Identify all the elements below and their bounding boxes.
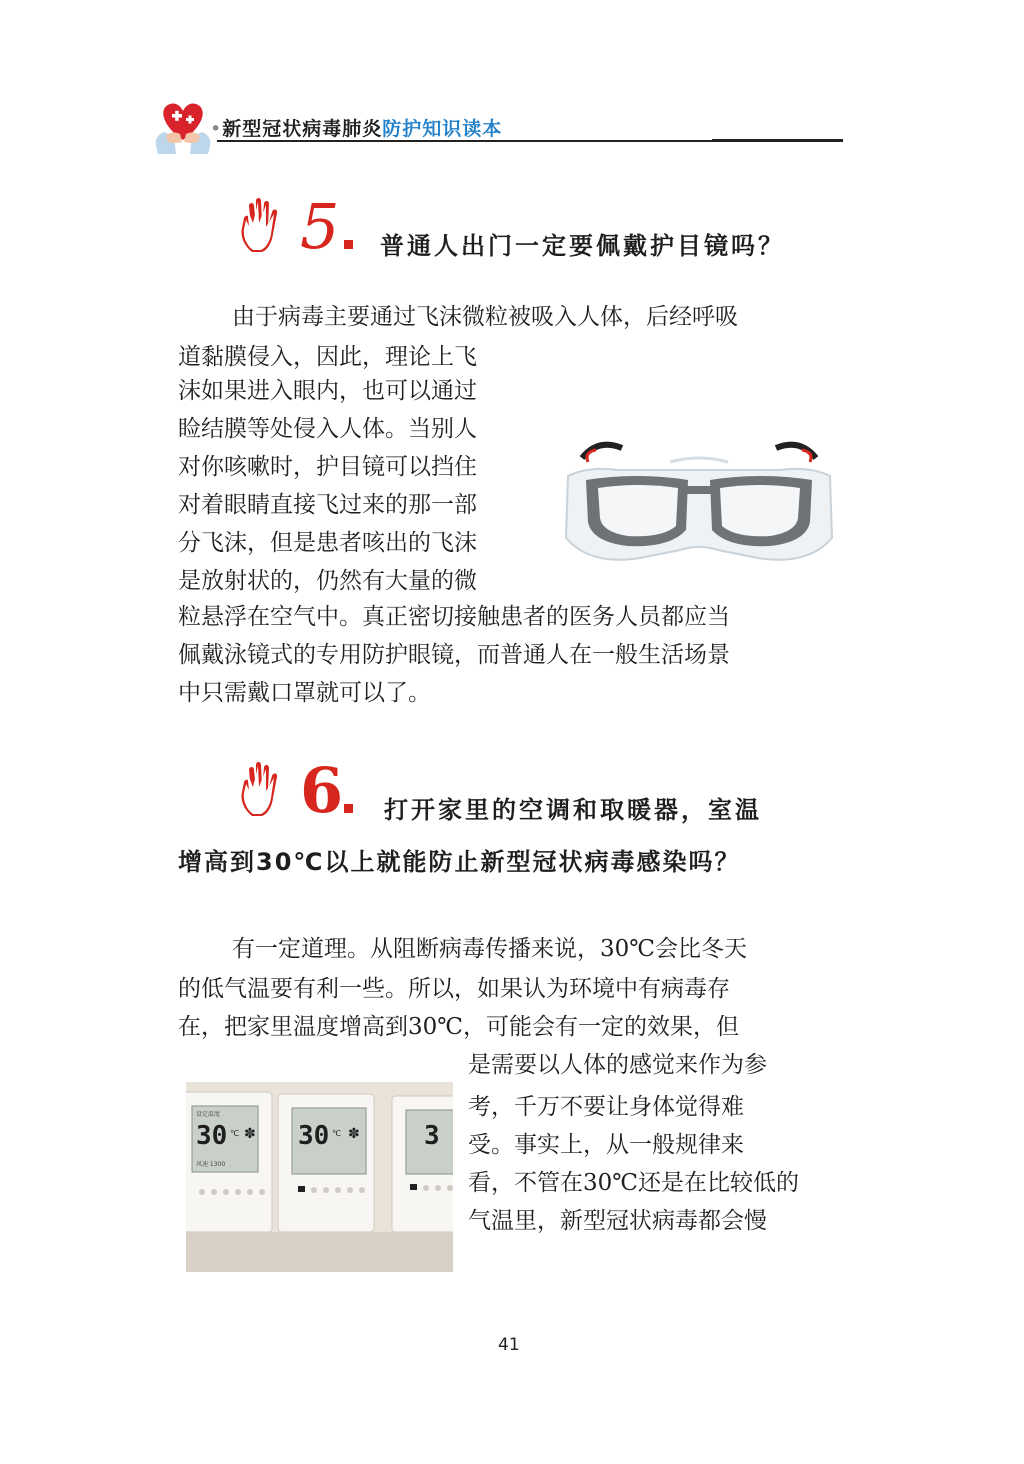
svg-text:3: 3 — [424, 1121, 440, 1151]
section-5-line: 由于病毒主要通过飞沫微粒被吸入人体，后经呼吸 — [232, 304, 738, 330]
section-5-number-dot — [344, 240, 353, 249]
thermostat-photo — [186, 1082, 453, 1272]
section-6-line: 气温里，新型冠状病毒都会慢 — [468, 1208, 767, 1234]
section-6-line: 有一定道理。从阻断病毒传播来说，30℃会比冬天 — [232, 936, 747, 962]
section-6-title-line-2: 增高到30℃以上就能防止新型冠状病毒感染吗？ — [178, 848, 741, 876]
section-5-line: 沫如果进入眼内，也可以通过 — [178, 378, 477, 404]
section-5-line: 分飞沫，但是患者咳出的飞沫 — [178, 530, 477, 556]
section-5-title: 普通人出门一定要佩戴护目镜吗？ — [380, 232, 785, 260]
thermostat-reading: 30 — [196, 1121, 228, 1151]
protective-goggles-image — [558, 418, 840, 570]
section-6-line: 看，不管在30℃还是在比较低的 — [468, 1170, 799, 1196]
header-title-main: 新型冠状病毒肺炎 — [222, 118, 383, 140]
section-6-line: 是需要以人体的感觉来作为参 — [468, 1052, 767, 1078]
section-6-line: 的低气温要有利一些。所以，如果认为环境中有病毒存 — [178, 976, 730, 1002]
header-title: •新型冠状病毒肺炎防护知识读本 — [210, 118, 503, 140]
svg-text:✽: ✽ — [244, 1126, 256, 1142]
section-5-line: 是放射状的，仍然有大量的微 — [178, 568, 477, 594]
section-5-line: 中只需戴口罩就可以了。 — [178, 680, 431, 706]
section-5-line: 对着眼睛直接飞过来的那一部 — [178, 492, 477, 518]
section-6-number: 6 — [300, 754, 344, 827]
hand-icon — [232, 760, 296, 818]
section-5-line: 道黏膜侵入，因此，理论上飞 — [178, 344, 477, 370]
header-title-accent: 防护知识读本 — [382, 118, 503, 140]
section-6-title-line-1: 打开家里的空调和取暖器，室温 — [384, 796, 762, 824]
section-5-line: 对你咳嗽时，护目镜可以挡住 — [178, 454, 477, 480]
thermostat-unit: ℃ — [332, 1129, 341, 1138]
hand-icon — [232, 196, 296, 254]
svg-text:✽: ✽ — [348, 1126, 360, 1142]
thermostat-label-top: 设定温度 — [196, 1111, 221, 1118]
thermostat-unit: ℃ — [230, 1129, 239, 1138]
section-5-line: 粒悬浮在空气中。真正密切接触患者的医务人员都应当 — [178, 604, 730, 630]
section-5-line: 睑结膜等处侵入人体。当别人 — [178, 416, 477, 442]
page-number: 41 — [498, 1335, 520, 1355]
thermostat-label-bottom: 风速 1300 — [196, 1161, 226, 1168]
section-6-number-dot — [344, 804, 353, 813]
section-5-number: 5 — [300, 190, 340, 263]
section-5-line: 佩戴泳镜式的专用防护眼镜，而普通人在一般生活场景 — [178, 642, 730, 668]
section-6-line: 在，把家里温度增高到30℃，可能会有一定的效果，但 — [178, 1014, 739, 1040]
section-6-line: 考，千万不要让身体觉得难 — [468, 1094, 744, 1120]
section-6-line: 受。事实上，从一般规律来 — [468, 1132, 744, 1158]
thermostat-reading: 30 — [298, 1121, 330, 1151]
heart-hands-logo — [152, 96, 214, 156]
header-rule-accent — [712, 139, 843, 142]
